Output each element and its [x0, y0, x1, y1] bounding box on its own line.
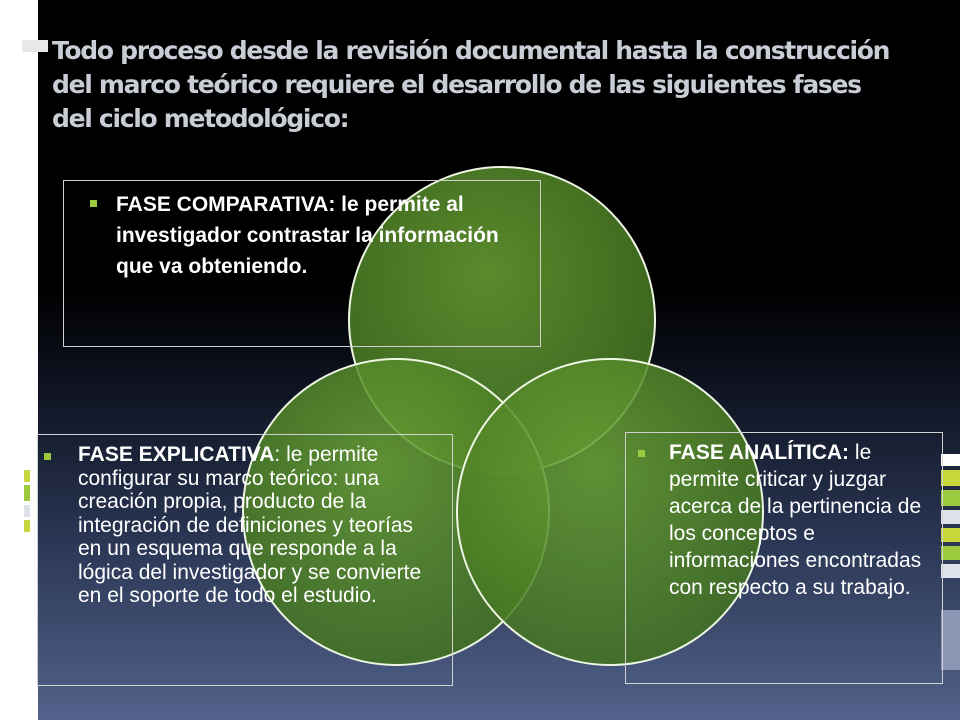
phase-item-explicativa: [38, 435, 452, 608]
phase-label: FASE EXPLICATIVA: [78, 443, 275, 466]
phase-label: FASE ANALÍTICA:: [669, 441, 850, 464]
phase-description: le permite criticar y juzgar acerca de la pertinencia de los conceptos e informaciones encontradas con respecto a su trabajo.: [669, 441, 922, 599]
square-bullet-icon: [44, 453, 51, 460]
phase-box-analitica: [625, 432, 943, 684]
slide-title: Todo proceso desde la revisión documental hasta la construcción del marco teórico requiere el desarrollo de las siguientes fases del ciclo metodológico:: [52, 36, 890, 133]
square-bullet-icon: [90, 200, 97, 207]
phase-box-comparativa: [63, 180, 541, 347]
phase-item-comparativa: [64, 181, 540, 282]
phase-description: : le permite configurar su marco teórico: una creación propia, producto de la integración de definiciones y teorías en un esquema que responde a la lógica del investigador y se convierte en el soporte de todo el estudio.: [78, 443, 422, 607]
square-bullet-icon: [638, 450, 645, 457]
phase-item-analitica: [626, 433, 942, 601]
phase-description: le permite al investigador contrastar la información que va obteniendo.: [116, 193, 499, 278]
phase-label: FASE COMPARATIVA:: [116, 193, 336, 216]
phase-box-explicativa: [37, 434, 453, 686]
